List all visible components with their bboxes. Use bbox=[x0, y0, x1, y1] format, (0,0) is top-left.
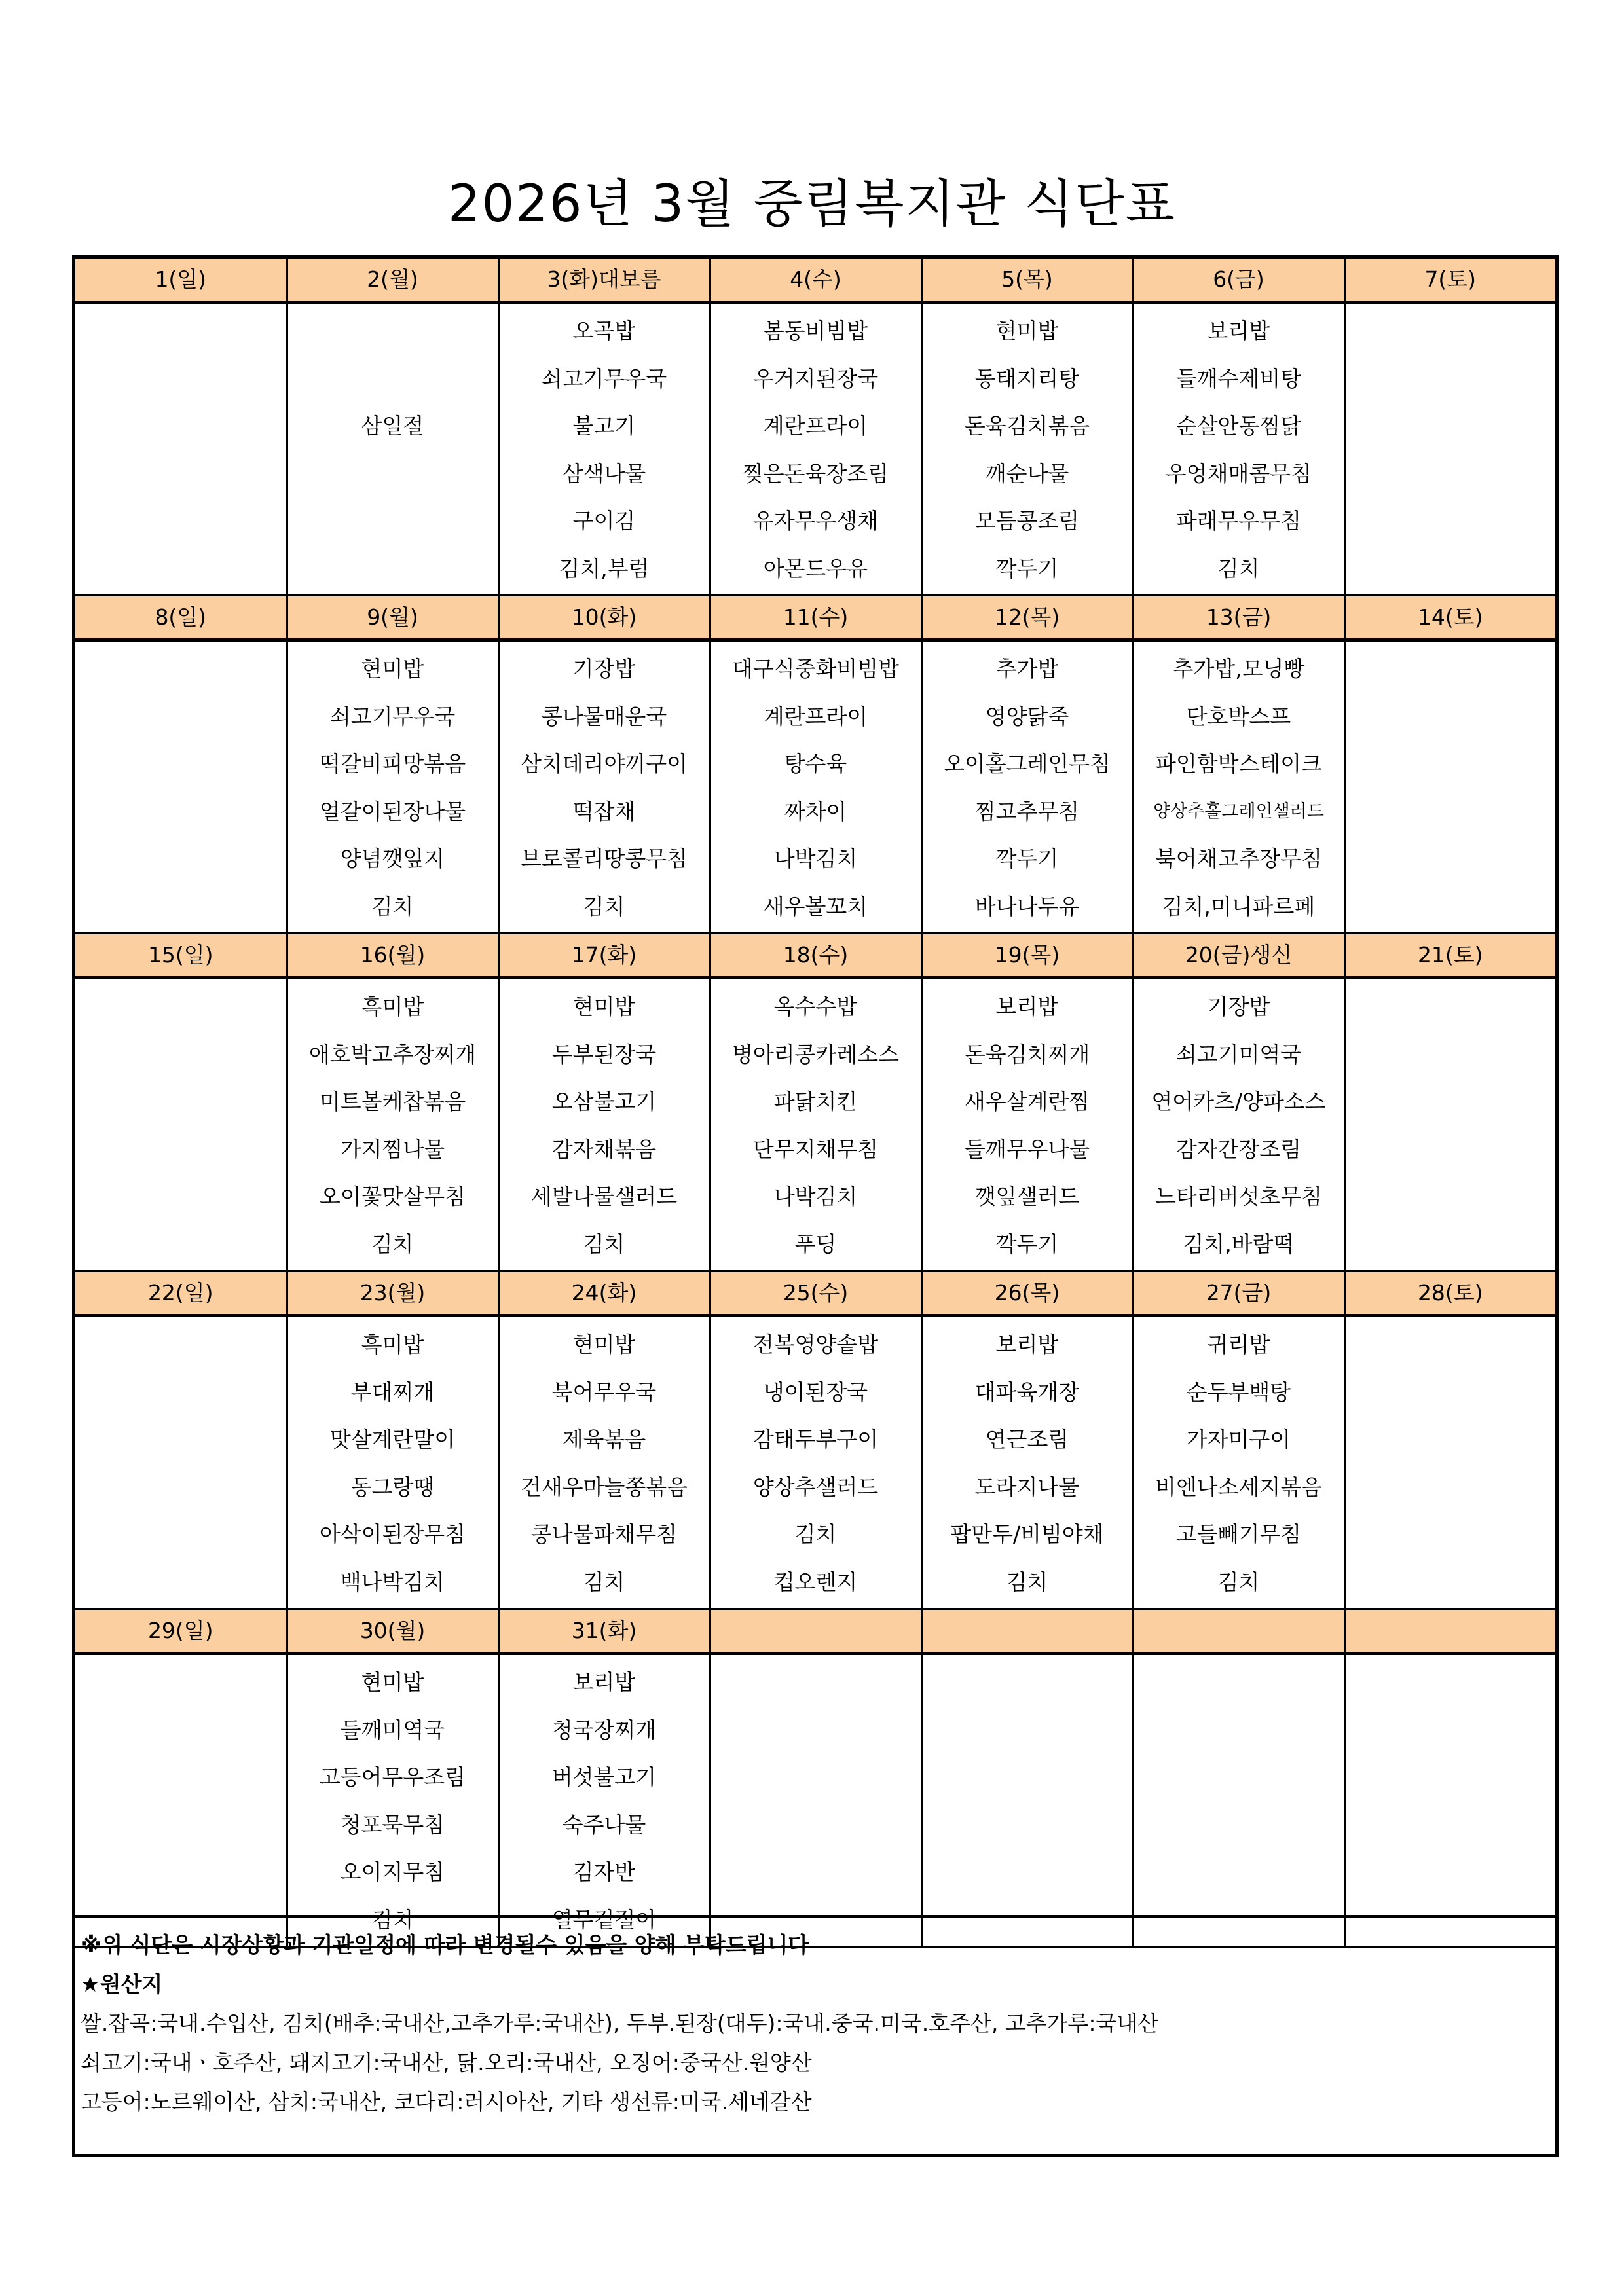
day-menu-cell bbox=[498, 640, 710, 934]
menu-item: 연근조림 bbox=[985, 1427, 1069, 1452]
day-header: 24(화) bbox=[498, 1271, 710, 1316]
day-menu-cell bbox=[1133, 302, 1344, 596]
menu-item: 부대찌개 bbox=[350, 1379, 435, 1405]
notice-text: ※위 식단은 시장상황과 기관일정에 따라 변경될수 있음을 양해 부탁드립니다 bbox=[81, 1932, 809, 1958]
menu-item: 백나박김치 bbox=[340, 1569, 445, 1595]
menu-item: 김치 bbox=[371, 893, 414, 919]
menu-item: 대구식중화비빔밥 bbox=[731, 656, 900, 682]
menu-item: 현미밥 bbox=[572, 994, 636, 1019]
menu-item: 파닭치킨 bbox=[773, 1089, 858, 1114]
menu-item: 냉이된장국 bbox=[763, 1379, 868, 1405]
menu-item: 양상추샐러드 bbox=[752, 1474, 879, 1500]
menu-item: 깍두기 bbox=[995, 555, 1059, 581]
day-header: 19(목) bbox=[921, 934, 1133, 978]
menu-item: 현미밥 bbox=[572, 1332, 636, 1357]
menu-item: 새우볼꼬치 bbox=[763, 893, 868, 919]
menu-item: 불고기 bbox=[572, 413, 636, 439]
day-menu-cell bbox=[287, 1654, 498, 1947]
menu-item: 얼갈이된장나물 bbox=[319, 798, 466, 824]
day-menu-cell bbox=[75, 978, 287, 1271]
day-menu-cell bbox=[921, 1654, 1133, 1947]
menu-item: 북어무우국 bbox=[551, 1379, 657, 1405]
day-header bbox=[1133, 1609, 1344, 1654]
menu-item: 컵오렌지 bbox=[773, 1569, 858, 1595]
day-header: 14(토) bbox=[1344, 596, 1555, 640]
menu-sheet bbox=[72, 255, 1559, 2157]
menu-item: 브로콜리땅콩무침 bbox=[520, 846, 688, 871]
menu-item: 맛살계란말이 bbox=[329, 1427, 456, 1452]
menu-item: 봄동비빔밥 bbox=[763, 318, 868, 344]
week-header-row bbox=[75, 259, 1555, 302]
day-header: 10(화) bbox=[498, 596, 710, 640]
day-header: 22(일) bbox=[75, 1271, 287, 1316]
menu-item: 오이꽃맛살무침 bbox=[319, 1184, 466, 1209]
day-header bbox=[921, 1609, 1133, 1654]
menu-item: 김치 bbox=[583, 1231, 625, 1257]
day-header: 25(수) bbox=[710, 1271, 921, 1316]
week-menu-row bbox=[75, 640, 1555, 934]
week-menu-row bbox=[75, 1654, 1555, 1947]
day-menu-cell bbox=[1133, 1316, 1344, 1609]
day-menu-cell bbox=[921, 302, 1133, 596]
menu-item: 애호박고추장찌개 bbox=[308, 1041, 477, 1067]
menu-item: 쇠고기미역국 bbox=[1175, 1041, 1302, 1067]
origin-title: ★원산지 bbox=[81, 1971, 163, 1997]
menu-item: 순살안동찜닭 bbox=[1175, 413, 1302, 439]
day-menu-cell bbox=[921, 640, 1133, 934]
menu-item: 삼일절 bbox=[361, 413, 424, 439]
menu-item: 쇠고기무우국 bbox=[329, 703, 456, 729]
day-header: 11(수) bbox=[710, 596, 921, 640]
notes-section bbox=[75, 1915, 1555, 2154]
menu-item: 구이김 bbox=[572, 508, 636, 534]
menu-item: 깍두기 bbox=[995, 846, 1059, 871]
menu-item: 아몬드우유 bbox=[763, 555, 868, 581]
menu-item: 콩나물매운국 bbox=[541, 703, 667, 729]
menu-item: 비엔나소세지볶음 bbox=[1154, 1474, 1323, 1500]
origin-line: 쌀.잡곡:국내.수입산, 김치(배추:국내산,고추가루:국내산), 두부.된장(대두):국내.중국.미국.호주산, 고추가루:국내산 bbox=[81, 2011, 1159, 2036]
day-menu-cell bbox=[75, 302, 287, 596]
day-menu-cell bbox=[1344, 302, 1555, 596]
menu-item: 계란프라이 bbox=[763, 703, 868, 729]
menu-item: 김치,미니파르페 bbox=[1162, 893, 1316, 919]
origin-line: 쇠고기:국내ㆍ호주산, 돼지고기:국내산, 닭.오리:국내산, 오징어:중국산.원양산 bbox=[81, 2050, 812, 2075]
day-menu-cell bbox=[498, 978, 710, 1271]
menu-item: 나박김치 bbox=[773, 846, 858, 871]
day-header: 30(월) bbox=[287, 1609, 498, 1654]
menu-item: 기장밥 bbox=[572, 656, 636, 682]
day-menu-cell bbox=[1344, 640, 1555, 934]
menu-item: 찜고추무침 bbox=[974, 798, 1080, 824]
menu-item: 김치 bbox=[794, 1522, 837, 1547]
menu-item: 유자무우생채 bbox=[752, 508, 879, 534]
menu-item: 들깨미역국 bbox=[340, 1717, 445, 1743]
day-header: 27(금) bbox=[1133, 1271, 1344, 1316]
menu-item: 깻잎샐러드 bbox=[974, 1184, 1080, 1209]
day-menu-cell bbox=[75, 640, 287, 934]
day-header: 9(월) bbox=[287, 596, 498, 640]
menu-item: 떡갈비피망볶음 bbox=[319, 751, 466, 776]
menu-item: 파래무우무침 bbox=[1175, 508, 1302, 534]
menu-item: 고들빼기무침 bbox=[1175, 1522, 1302, 1547]
day-menu-cell bbox=[75, 1654, 287, 1947]
day-header: 18(수) bbox=[710, 934, 921, 978]
menu-item: 가자미구이 bbox=[1186, 1427, 1291, 1452]
menu-item: 보리밥 bbox=[995, 1332, 1059, 1357]
menu-item: 김치 bbox=[371, 1231, 414, 1257]
day-header: 31(화) bbox=[498, 1609, 710, 1654]
day-header: 13(금) bbox=[1133, 596, 1344, 640]
menu-item: 대파육개장 bbox=[974, 1379, 1080, 1405]
day-header: 4(수) bbox=[710, 259, 921, 302]
week-menu-row bbox=[75, 978, 1555, 1271]
menu-item: 보리밥 bbox=[995, 994, 1059, 1019]
menu-item: 건새우마늘쫑볶음 bbox=[520, 1474, 688, 1500]
menu-item: 귀리밥 bbox=[1207, 1332, 1270, 1357]
day-menu-cell bbox=[710, 640, 921, 934]
menu-item: 단호박스프 bbox=[1186, 703, 1291, 729]
menu-item: 탕수육 bbox=[784, 751, 847, 776]
menu-item: 아삭이된장무침 bbox=[319, 1522, 466, 1547]
day-header bbox=[710, 1609, 921, 1654]
menu-item: 도라지나물 bbox=[974, 1474, 1080, 1500]
week-menu-row bbox=[75, 302, 1555, 596]
menu-item: 느타리버섯초무침 bbox=[1154, 1184, 1323, 1209]
day-menu-cell bbox=[921, 1316, 1133, 1609]
day-header: 1(일) bbox=[75, 259, 287, 302]
menu-item: 기장밥 bbox=[1207, 994, 1270, 1019]
menu-item: 들깨수제비탕 bbox=[1175, 365, 1302, 392]
day-header: 17(화) bbox=[498, 934, 710, 978]
menu-item: 돈육김치볶음 bbox=[964, 413, 1090, 439]
menu-item: 숙주나물 bbox=[562, 1812, 646, 1838]
week-header-row bbox=[75, 596, 1555, 640]
menu-item: 오삼불고기 bbox=[551, 1089, 657, 1114]
day-menu-cell bbox=[498, 1654, 710, 1947]
menu-item: 감자채볶음 bbox=[551, 1136, 657, 1162]
menu-item: 떡잡채 bbox=[572, 798, 636, 824]
menu-item: 김치,바람떡 bbox=[1183, 1231, 1295, 1257]
week-header-row bbox=[75, 934, 1555, 978]
menu-item: 현미밥 bbox=[361, 1669, 424, 1695]
menu-item: 김치 bbox=[1217, 1569, 1260, 1595]
menu-table bbox=[75, 259, 1555, 1948]
menu-item: 콩나물파채무침 bbox=[530, 1522, 678, 1547]
menu-item: 깍두기 bbox=[995, 1231, 1059, 1257]
day-header: 28(토) bbox=[1344, 1271, 1555, 1316]
menu-item: 우엉채매콤무침 bbox=[1165, 460, 1312, 486]
origin-line: 고등어:노르웨이산, 삼치:국내산, 코다리:러시아산, 기타 생선류:미국.세네갈산 bbox=[81, 2089, 812, 2115]
menu-item: 보리밥 bbox=[572, 1669, 636, 1695]
menu-item: 두부된장국 bbox=[551, 1041, 657, 1067]
menu-item: 청국장찌개 bbox=[551, 1717, 657, 1743]
menu-item: 북어채고추장무침 bbox=[1154, 846, 1323, 871]
menu-item: 미트볼케찹볶음 bbox=[319, 1089, 466, 1114]
menu-item: 보리밥 bbox=[1207, 318, 1270, 344]
day-menu-cell bbox=[1133, 978, 1344, 1271]
day-menu-cell bbox=[287, 640, 498, 934]
day-menu-cell bbox=[1344, 1316, 1555, 1609]
menu-item: 오곡밥 bbox=[572, 318, 636, 344]
day-menu-cell bbox=[1133, 640, 1344, 934]
menu-item: 김치 bbox=[371, 1906, 414, 1933]
menu-item: 푸딩 bbox=[794, 1231, 837, 1257]
menu-item: 청포묵무침 bbox=[340, 1812, 445, 1838]
menu-item: 동그랑땡 bbox=[350, 1474, 435, 1500]
menu-item: 세발나물샐러드 bbox=[530, 1184, 678, 1209]
day-menu-cell bbox=[921, 978, 1133, 1271]
menu-item: 감태두부구이 bbox=[752, 1427, 879, 1452]
menu-item: 흑미밥 bbox=[361, 994, 424, 1019]
menu-item: 현미밥 bbox=[995, 318, 1059, 344]
day-header: 6(금) bbox=[1133, 259, 1344, 302]
day-menu-cell bbox=[287, 978, 498, 1271]
menu-item: 김치 bbox=[1217, 555, 1260, 581]
day-header: 26(목) bbox=[921, 1271, 1133, 1316]
menu-item: 김치 bbox=[583, 893, 625, 919]
menu-item: 삼색나물 bbox=[562, 460, 646, 486]
day-header: 5(목) bbox=[921, 259, 1133, 302]
menu-item: 새우살계란찜 bbox=[964, 1089, 1090, 1114]
menu-item: 김치 bbox=[583, 1569, 625, 1595]
menu-item: 오이홀그레인무침 bbox=[943, 751, 1111, 776]
day-header: 2(월) bbox=[287, 259, 498, 302]
day-menu-cell bbox=[710, 978, 921, 1271]
day-header: 29(일) bbox=[75, 1609, 287, 1654]
day-menu-cell bbox=[1344, 978, 1555, 1271]
day-menu-cell bbox=[710, 1654, 921, 1947]
page-title: 2026년 3월 중림복지관 식단표 bbox=[448, 175, 1176, 234]
menu-item bbox=[288, 308, 498, 355]
day-menu-cell bbox=[710, 1316, 921, 1609]
menu-item: 병아리콩카레소스 bbox=[731, 1041, 900, 1067]
menu-item: 오이지무침 bbox=[340, 1859, 445, 1885]
menu-item: 양념깻잎지 bbox=[340, 846, 445, 871]
menu-item: 찢은돈육장조림 bbox=[742, 460, 889, 486]
day-menu-cell bbox=[75, 1316, 287, 1609]
day-menu-cell bbox=[1133, 1654, 1344, 1947]
menu-item: 연어카츠/양파소스 bbox=[1151, 1089, 1326, 1114]
menu-item: 순두부백탕 bbox=[1186, 1379, 1291, 1405]
week-menu-row bbox=[75, 1316, 1555, 1609]
day-menu-cell bbox=[1344, 1654, 1555, 1947]
day-header bbox=[1344, 1609, 1555, 1654]
day-header: 3(화)대보름 bbox=[498, 259, 710, 302]
day-header: 7(토) bbox=[1344, 259, 1555, 302]
day-menu-cell bbox=[287, 1316, 498, 1609]
menu-item: 짜차이 bbox=[784, 798, 847, 824]
day-menu-cell bbox=[287, 302, 498, 596]
menu-item: 깨순나물 bbox=[985, 460, 1069, 486]
day-header: 15(일) bbox=[75, 934, 287, 978]
menu-item: 김치 bbox=[1006, 1569, 1048, 1595]
menu-item: 김치,부럼 bbox=[559, 555, 650, 581]
menu-item: 들깨무우나물 bbox=[964, 1136, 1090, 1162]
day-header: 8(일) bbox=[75, 596, 287, 640]
menu-item: 우거지된장국 bbox=[752, 365, 879, 392]
menu-item: 돈육김치찌개 bbox=[964, 1041, 1090, 1067]
menu-item: 단무지채무침 bbox=[752, 1136, 879, 1162]
menu-item: 전복영양솥밥 bbox=[752, 1332, 879, 1357]
menu-item bbox=[288, 355, 498, 403]
menu-item: 현미밥 bbox=[361, 656, 424, 682]
day-header: 23(월) bbox=[287, 1271, 498, 1316]
menu-item: 양상추홀그레인샐러드 bbox=[1153, 801, 1324, 822]
day-header: 16(월) bbox=[287, 934, 498, 978]
day-header: 20(금)생신 bbox=[1133, 934, 1344, 978]
day-menu-cell bbox=[710, 302, 921, 596]
menu-item: 감자간장조림 bbox=[1175, 1136, 1302, 1162]
menu-item: 영양닭죽 bbox=[985, 703, 1069, 729]
menu-item: 바나나두유 bbox=[974, 893, 1080, 919]
menu-item: 삼치데리야끼구이 bbox=[520, 751, 688, 776]
menu-item: 동태지리탕 bbox=[974, 365, 1080, 392]
menu-item: 파인함박스테이크 bbox=[1154, 751, 1323, 776]
day-menu-cell bbox=[498, 302, 710, 596]
menu-item: 팝만두/비빔야채 bbox=[950, 1522, 1104, 1547]
day-header: 21(토) bbox=[1344, 934, 1555, 978]
menu-item: 버섯불고기 bbox=[551, 1764, 657, 1790]
menu-item: 가지찜나물 bbox=[340, 1136, 445, 1162]
menu-item: 추가밥 bbox=[995, 656, 1059, 682]
menu-item: 쇠고기무우국 bbox=[541, 365, 667, 392]
day-menu-cell bbox=[498, 1316, 710, 1609]
menu-item: 김자반 bbox=[572, 1859, 636, 1885]
menu-item: 제육볶음 bbox=[562, 1427, 646, 1452]
menu-item: 모듬콩조림 bbox=[974, 508, 1080, 534]
menu-item: 나박김치 bbox=[773, 1184, 858, 1209]
day-header: 12(목) bbox=[921, 596, 1133, 640]
week-header-row bbox=[75, 1609, 1555, 1654]
menu-item: 고등어무우조림 bbox=[319, 1764, 466, 1790]
menu-item: 흑미밥 bbox=[361, 1332, 424, 1357]
week-header-row bbox=[75, 1271, 1555, 1316]
menu-item: 계란프라이 bbox=[763, 413, 868, 439]
menu-item: 열무겉절이 bbox=[551, 1906, 657, 1933]
menu-item: 옥수수밥 bbox=[773, 994, 858, 1019]
menu-item: 추가밥,모닝빵 bbox=[1172, 656, 1305, 682]
